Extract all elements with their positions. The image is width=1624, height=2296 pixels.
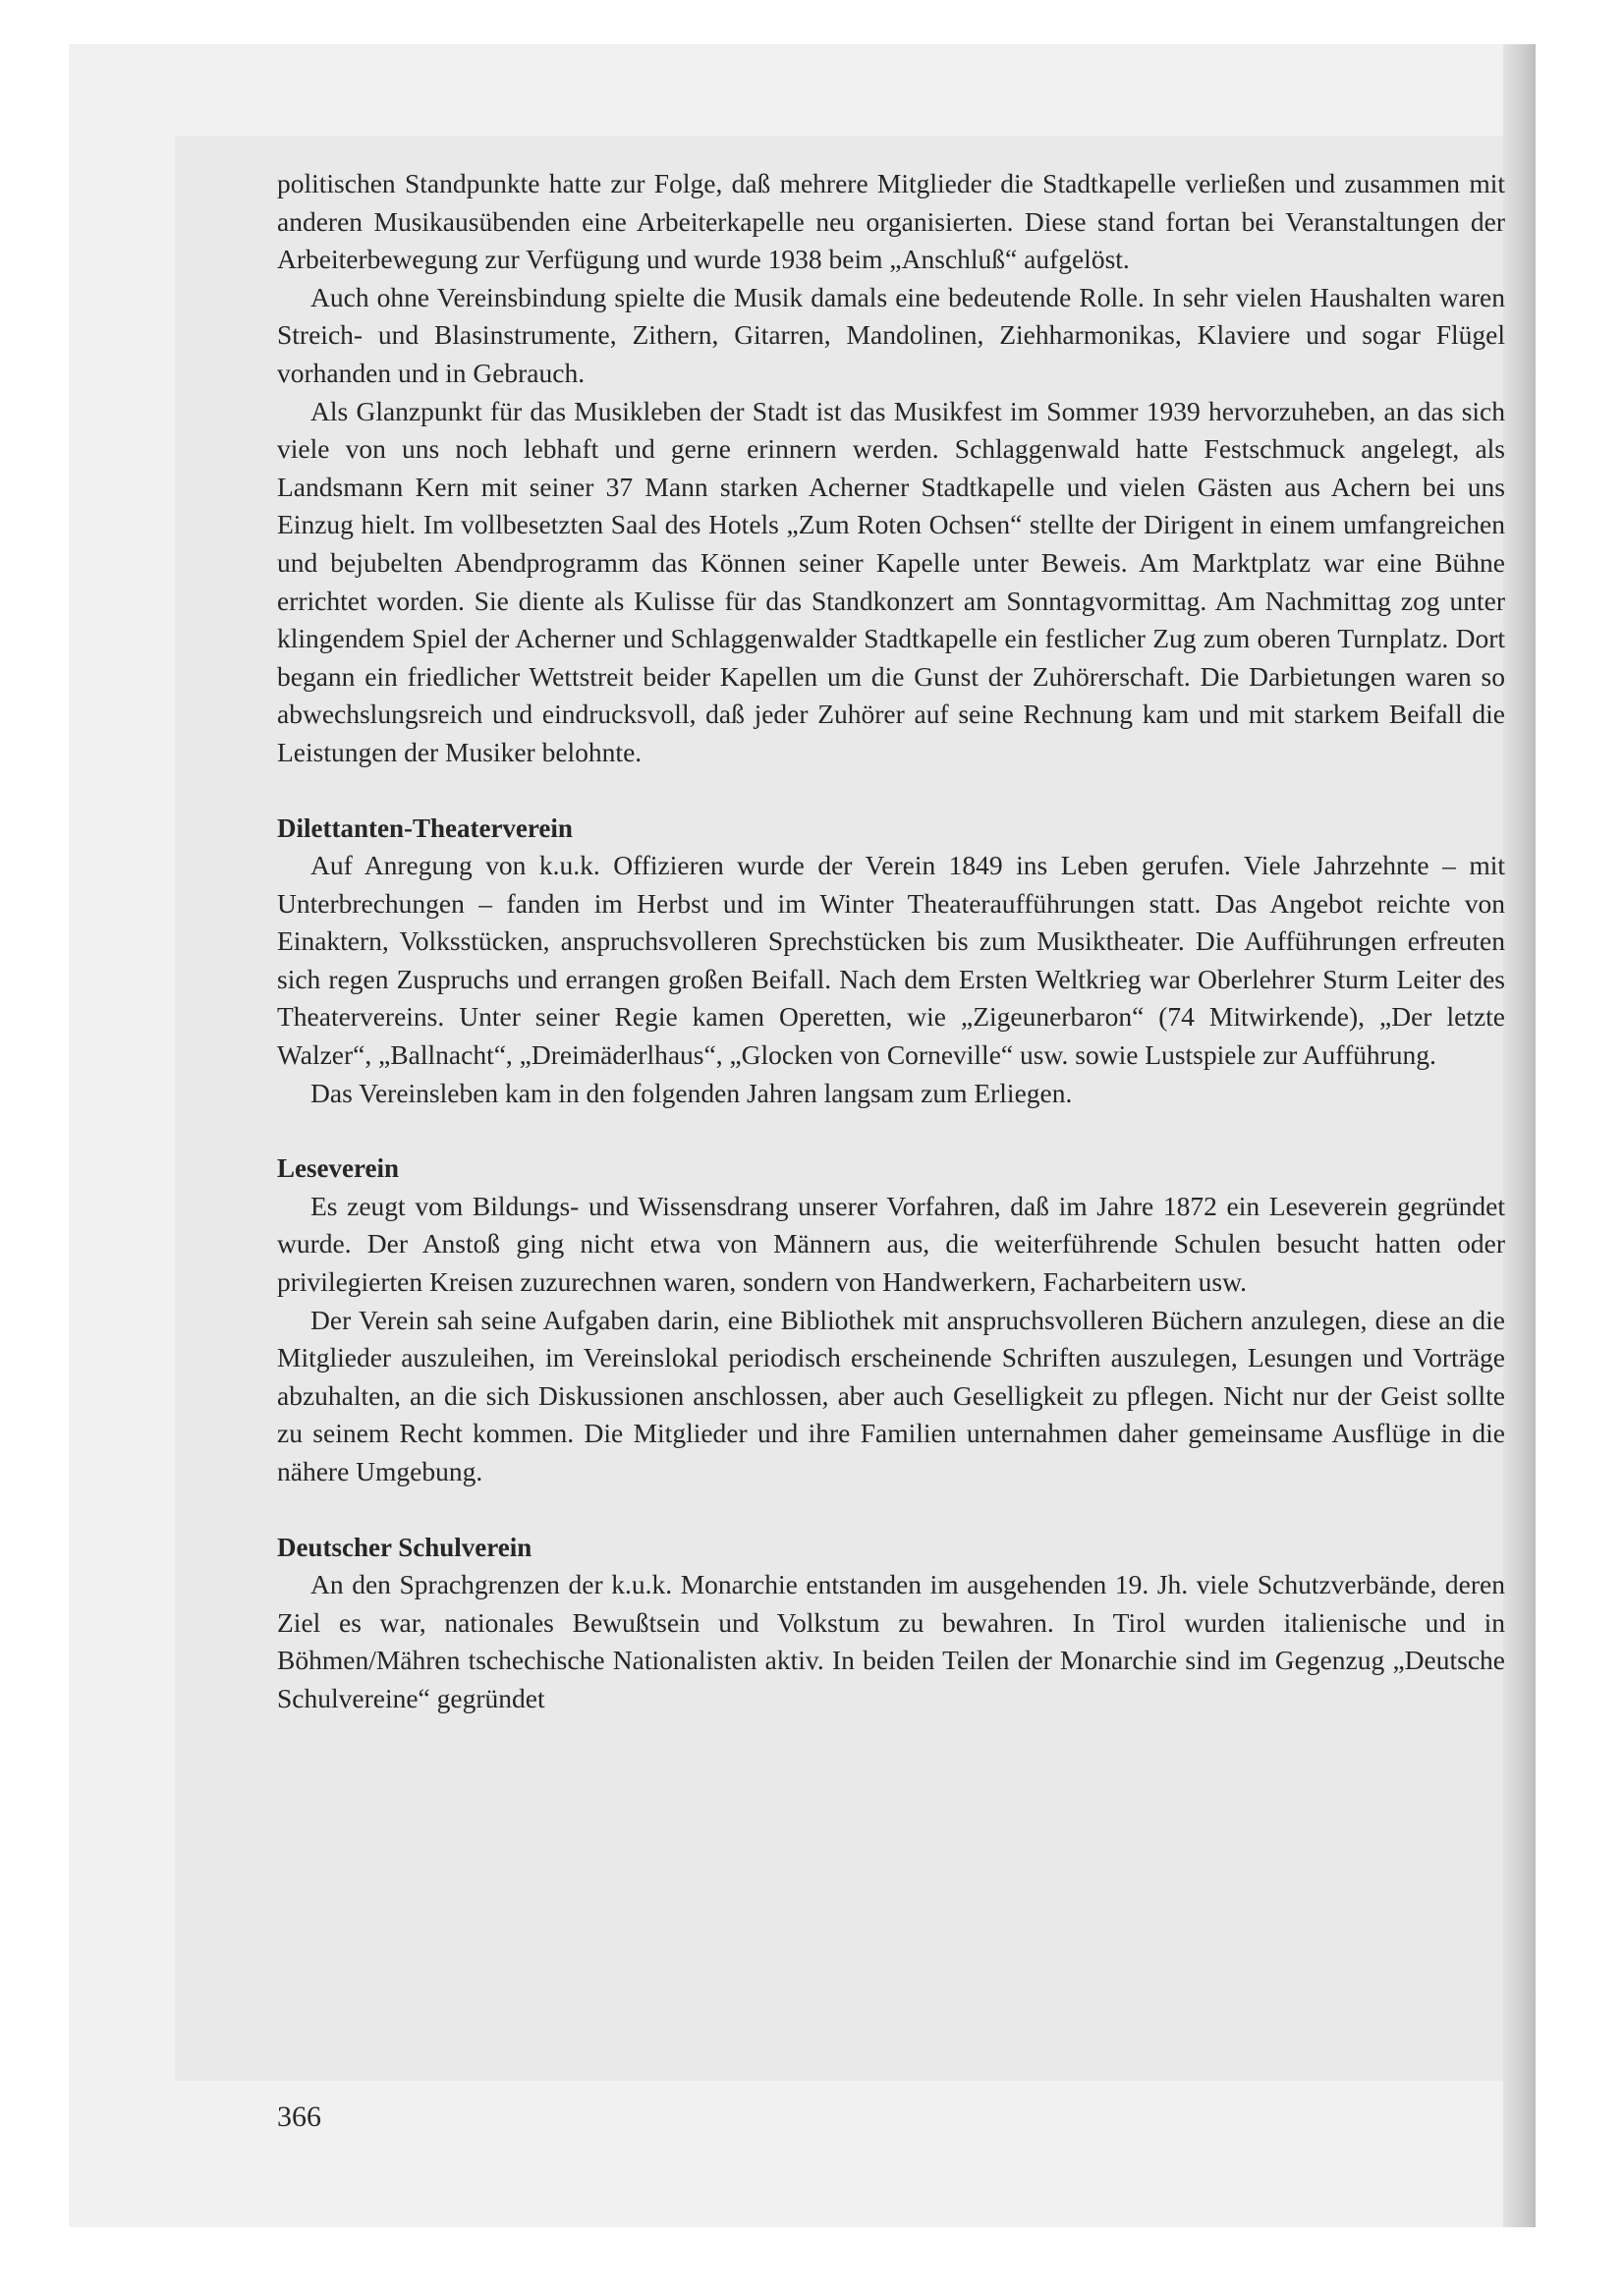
paragraph: Als Glanzpunkt für das Musikleben der Stadt ist das Musikfest im Sommer 1939 hervorzuheben, an das sich viele von uns noch lebhaft und gerne erinnern werden. Schlaggenwald hatte Festschmuck angelegt, als Landsmann Kern mit seiner 37 Mann starken Acherner Stadtkapelle und vielen Gästen aus Achern bei uns Einzug hielt. Im vollbesetzten Saal des Hotels „Zum Roten Ochsen“ stellte der Dirigent in einem umfangreichen und bejubelten Abendprogramm das Können seiner Kapelle unter Beweis. Am Marktplatz war eine Bühne errichtet worden. Sie diente als Kulisse für das Standkonzert am Sonntagvormittag. Am Nachmittag zog unter klingendem Spiel der Acherner und Schlaggenwalder Stadtkapelle ein festlicher Zug zum oberen Turnplatz. Dort begann ein friedlicher Wettstreit beider Kapellen um die Gunst der Zuhörerschaft. Die Darbietungen waren so abwechslungsreich und eindrucksvoll, daß jeder Zuhörer auf seine Rechnung kam und mit starkem Beifall die Leistungen der Musiker belohnte. — [277, 395, 1505, 767]
body-text — [277, 165, 1505, 1718]
scanned-page-edge — [1503, 44, 1536, 2227]
paragraph: An den Sprachgrenzen der k.u.k. Monarchie entstanden im ausgehenden 19. Jh. viele Schutzverbände, deren Ziel es war, nationales Bewußtsein und Volkstum zu bewahren. In Tirol wurden italienische und in Böhmen/Mähren tschechische Nationalisten aktiv. In beiden Teilen der Monarchie sind im Gegenzug „Deutsche Schulvereine“ gegründet — [277, 1569, 1505, 1713]
section-heading-leseverein: Leseverein — [277, 1153, 399, 1184]
paragraph: Es zeugt vom Bildungs- und Wissensdrang unserer Vorfahren, daß im Jahre 1872 ein Leseverein gegründet wurde. Der Anstoß ging nicht etwa von Männern aus, die weiterführende Schulen besucht hatten oder privilegierten Kreisen zuzurechnen waren, sondern von Handwerkern, Facharbeitern usw. — [277, 1190, 1505, 1298]
section-heading-schulverein: Deutscher Schulverein — [277, 1532, 532, 1562]
paragraph: Der Verein sah seine Aufgaben darin, eine Bibliothek mit anspruchsvolleren Büchern anzulegen, diese an die Mitglieder auszuleihen, im Vereinslokal periodisch erscheinende Schriften auszulegen, Lesungen und Vorträge abzuhalten, an die sich Diskussionen anschlossen, aber auch Geselligkeit zu pflegen. Nicht nur der Geist sollte zu seinem Recht kommen. Die Mitglieder und ihre Familien unternahmen daher gemeinsame Ausflüge in die nähere Umgebung. — [277, 1304, 1505, 1486]
paragraph: Auf Anregung von k.u.k. Offizieren wurde der Verein 1849 ins Leben gerufen. Viele Jahrzehnte – mit Unterbrechungen – fanden im Herbst und im Winter Theateraufführungen statt. Das Angebot reichte von Einaktern, Volksstücken, anspruchsvolleren Sprechstücken bis zum Musiktheater. Die Aufführungen erfreuten sich regen Zuspruchs und errangen großen Beifall. Nach dem Ersten Weltkrieg war Oberlehrer Sturm Leiter des Theatervereins. Unter seiner Regie kamen Operetten, wie „Zigeunerbaron“ (74 Mitwirkende), „Der letzte Walzer“, „Ballnacht“, „Dreimäderlhaus“, „Glocken von Corneville“ usw. sowie Lustspiele zur Aufführung. — [277, 850, 1505, 1071]
paragraph: Das Vereinsleben kam in den folgenden Jahren langsam zum Erliegen. — [310, 1077, 1073, 1108]
paragraph: politischen Standpunkte hatte zur Folge, daß mehrere Mitglieder die Stadtkapelle verließen und zusammen mit anderen Musikausübenden eine Arbeiterkapelle neu organisierten. Diese stand fortan bei Veranstaltungen der Arbeiterbewegung zur Verfügung und wurde 1938 beim „Anschluß“ aufgelöst. — [277, 168, 1505, 275]
section-heading-theaterverein: Dilettanten-Theaterverein — [277, 812, 573, 843]
paragraph: Auch ohne Vereinsbindung spielte die Musik damals eine bedeutende Rolle. In sehr vielen Haushalten waren Streich- und Blasinstrumente, Zithern, Gitarren, Mandolinen, Ziehharmonikas, Klaviere und sogar Flügel vorhanden und in Gebrauch. — [277, 281, 1505, 388]
page-number: 366 — [277, 2100, 321, 2133]
